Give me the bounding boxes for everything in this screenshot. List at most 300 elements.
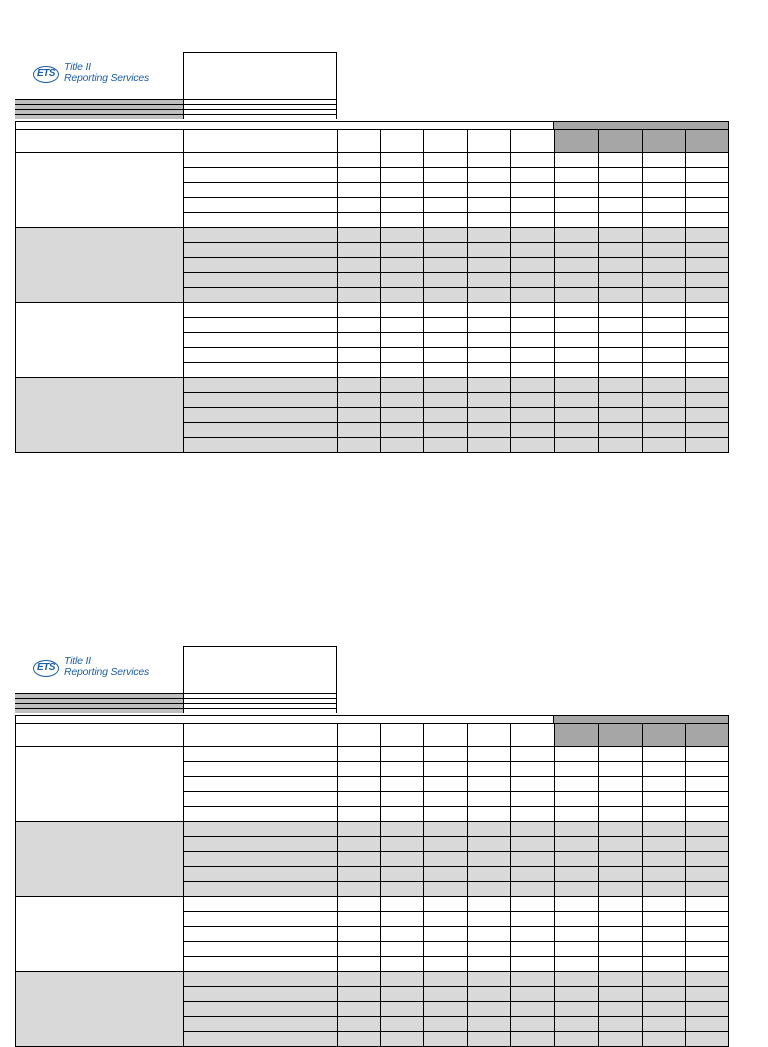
data-cell <box>337 1032 381 1047</box>
data-cell <box>381 423 424 438</box>
data-grid <box>15 129 729 453</box>
data-cell <box>337 852 381 867</box>
data-cell <box>337 318 381 333</box>
data-cell <box>381 957 424 972</box>
data-cell <box>686 777 729 792</box>
data-cell <box>686 318 729 333</box>
data-cell <box>643 258 686 273</box>
data-cell <box>424 912 468 927</box>
data-cell <box>643 183 686 198</box>
data-cell <box>599 183 643 198</box>
row-label-cell <box>183 792 337 807</box>
data-cell <box>555 258 599 273</box>
data-cell <box>686 837 729 852</box>
data-cell <box>468 183 511 198</box>
data-cell <box>686 258 729 273</box>
data-cell <box>381 792 424 807</box>
column-header-cell <box>16 724 184 747</box>
data-cell <box>643 837 686 852</box>
column-header-cell <box>337 130 381 153</box>
data-cell <box>381 1002 424 1017</box>
data-cell <box>555 762 599 777</box>
column-header-cell <box>381 130 424 153</box>
row-label-cell <box>183 348 337 363</box>
data-cell <box>643 318 686 333</box>
data-cell <box>643 912 686 927</box>
data-cell <box>424 423 468 438</box>
data-cell <box>686 438 729 453</box>
data-cell <box>337 183 381 198</box>
data-cell <box>643 897 686 912</box>
data-cell <box>686 393 729 408</box>
row-label-cell <box>183 363 337 378</box>
row-label-cell <box>183 942 337 957</box>
column-header-cell <box>643 130 686 153</box>
data-cell <box>599 258 643 273</box>
data-cell <box>381 942 424 957</box>
data-cell <box>686 882 729 897</box>
data-cell <box>337 1002 381 1017</box>
row-label-cell <box>183 867 337 882</box>
data-cell <box>468 837 511 852</box>
data-cell <box>424 1002 468 1017</box>
data-cell <box>643 273 686 288</box>
data-cell <box>599 792 643 807</box>
data-cell <box>643 333 686 348</box>
data-cell <box>643 213 686 228</box>
data-cell <box>599 348 643 363</box>
row-label-cell <box>183 777 337 792</box>
row-label-cell <box>183 438 337 453</box>
data-cell <box>424 363 468 378</box>
data-cell <box>686 897 729 912</box>
data-cell <box>599 897 643 912</box>
data-cell <box>686 1017 729 1032</box>
data-cell <box>337 408 381 423</box>
data-cell <box>555 972 599 987</box>
data-cell <box>468 957 511 972</box>
data-cell <box>643 288 686 303</box>
data-cell <box>686 378 729 393</box>
data-cell <box>686 243 729 258</box>
data-cell <box>381 183 424 198</box>
data-cell <box>686 333 729 348</box>
data-cell <box>599 1017 643 1032</box>
data-cell <box>643 1032 686 1047</box>
row-label-cell <box>183 303 337 318</box>
data-cell <box>468 438 511 453</box>
header-info-box <box>183 646 337 693</box>
data-cell <box>424 777 468 792</box>
column-header-cell <box>424 130 468 153</box>
data-cell <box>424 303 468 318</box>
data-cell <box>424 762 468 777</box>
logo-line-1: Title II <box>64 61 91 73</box>
data-cell <box>599 912 643 927</box>
data-cell <box>424 438 468 453</box>
data-cell <box>599 168 643 183</box>
data-cell <box>686 273 729 288</box>
column-header-cell <box>686 724 729 747</box>
data-cell <box>555 792 599 807</box>
data-cell <box>337 792 381 807</box>
data-cell <box>599 228 643 243</box>
data-cell <box>599 777 643 792</box>
row-label-cell <box>183 168 337 183</box>
data-cell <box>686 363 729 378</box>
data-cell <box>511 837 555 852</box>
data-cell <box>643 927 686 942</box>
data-cell <box>643 777 686 792</box>
data-cell <box>424 852 468 867</box>
data-cell <box>686 912 729 927</box>
data-cell <box>686 987 729 1002</box>
data-cell <box>424 258 468 273</box>
data-cell <box>381 897 424 912</box>
data-cell <box>468 273 511 288</box>
data-cell <box>555 822 599 837</box>
data-cell <box>599 1002 643 1017</box>
data-cell <box>599 972 643 987</box>
data-cell <box>337 987 381 1002</box>
data-cell <box>511 258 555 273</box>
row-label-cell <box>183 972 337 987</box>
row-label-cell <box>183 153 337 168</box>
data-cell <box>555 423 599 438</box>
data-cell <box>643 972 686 987</box>
data-cell <box>555 852 599 867</box>
data-cell <box>468 333 511 348</box>
column-header-cell <box>686 130 729 153</box>
data-cell <box>424 747 468 762</box>
data-cell <box>599 213 643 228</box>
data-cell <box>468 987 511 1002</box>
ets-logo <box>15 52 183 99</box>
data-cell <box>511 318 555 333</box>
data-cell <box>555 1002 599 1017</box>
row-label-cell <box>183 762 337 777</box>
data-cell <box>381 1032 424 1047</box>
data-cell <box>337 228 381 243</box>
row-label-cell <box>183 882 337 897</box>
data-cell <box>424 288 468 303</box>
data-cell <box>555 1017 599 1032</box>
data-cell <box>468 318 511 333</box>
data-cell <box>511 822 555 837</box>
data-cell <box>381 303 424 318</box>
data-cell <box>599 942 643 957</box>
data-cell <box>337 762 381 777</box>
data-cell <box>337 927 381 942</box>
data-cell <box>686 423 729 438</box>
data-cell <box>381 747 424 762</box>
header-strips <box>15 693 337 713</box>
row-label-cell <box>183 408 337 423</box>
data-cell <box>424 792 468 807</box>
data-cell <box>686 228 729 243</box>
data-cell <box>643 303 686 318</box>
column-header-cell <box>599 130 643 153</box>
data-cell <box>381 912 424 927</box>
row-label-cell <box>183 228 337 243</box>
data-cell <box>337 747 381 762</box>
data-cell <box>381 348 424 363</box>
data-cell <box>511 153 555 168</box>
data-cell <box>511 243 555 258</box>
data-cell <box>381 363 424 378</box>
data-grid <box>15 723 729 1047</box>
logo-line-2: Reporting Services <box>64 665 150 678</box>
data-cell <box>424 213 468 228</box>
data-cell <box>643 168 686 183</box>
report-sheet <box>15 52 729 464</box>
data-cell <box>555 183 599 198</box>
row-label-cell <box>183 852 337 867</box>
data-cell <box>511 168 555 183</box>
data-cell <box>424 867 468 882</box>
data-cell <box>424 273 468 288</box>
data-cell <box>643 987 686 1002</box>
data-cell <box>337 423 381 438</box>
data-cell <box>381 408 424 423</box>
data-cell <box>555 1032 599 1047</box>
data-cell <box>643 747 686 762</box>
data-cell <box>381 378 424 393</box>
column-header-cell <box>555 724 599 747</box>
data-cell <box>381 243 424 258</box>
data-cell <box>555 378 599 393</box>
data-cell <box>643 438 686 453</box>
row-label-cell <box>183 912 337 927</box>
data-cell <box>424 807 468 822</box>
row-group-label <box>16 822 184 897</box>
data-cell <box>555 228 599 243</box>
data-cell <box>337 348 381 363</box>
data-cell <box>686 822 729 837</box>
data-cell <box>381 393 424 408</box>
ets-badge-icon: ETS <box>33 66 59 83</box>
data-cell <box>337 213 381 228</box>
data-cell <box>511 777 555 792</box>
data-cell <box>555 837 599 852</box>
data-cell <box>337 378 381 393</box>
column-header-cell <box>468 724 511 747</box>
data-cell <box>599 153 643 168</box>
row-label-cell <box>183 213 337 228</box>
data-cell <box>511 303 555 318</box>
data-cell <box>511 957 555 972</box>
data-cell <box>337 822 381 837</box>
data-cell <box>643 792 686 807</box>
data-cell <box>643 423 686 438</box>
data-cell <box>381 333 424 348</box>
data-cell <box>468 777 511 792</box>
column-header-cell <box>468 130 511 153</box>
column-header-cell <box>381 724 424 747</box>
data-cell <box>424 822 468 837</box>
data-cell <box>599 408 643 423</box>
data-cell <box>511 363 555 378</box>
data-cell <box>555 747 599 762</box>
column-header-row <box>16 724 729 747</box>
data-cell <box>555 957 599 972</box>
data-cell <box>643 378 686 393</box>
data-cell <box>555 867 599 882</box>
table-row <box>16 972 729 987</box>
column-header-cell <box>16 130 184 153</box>
data-cell <box>381 318 424 333</box>
data-cell <box>686 303 729 318</box>
data-cell <box>381 807 424 822</box>
data-cell <box>424 318 468 333</box>
data-cell <box>599 363 643 378</box>
data-cell <box>381 837 424 852</box>
row-label-cell <box>183 822 337 837</box>
data-cell <box>643 762 686 777</box>
data-cell <box>381 762 424 777</box>
data-cell <box>511 288 555 303</box>
column-header-row <box>16 130 729 153</box>
data-cell <box>337 153 381 168</box>
data-cell <box>468 258 511 273</box>
data-cell <box>686 348 729 363</box>
logo-text <box>64 62 149 83</box>
table-row <box>16 153 729 168</box>
row-label-cell <box>183 183 337 198</box>
data-cell <box>468 228 511 243</box>
data-cell <box>511 213 555 228</box>
data-cell <box>686 762 729 777</box>
data-cell <box>511 198 555 213</box>
data-cell <box>686 927 729 942</box>
data-cell <box>468 423 511 438</box>
data-cell <box>511 438 555 453</box>
data-cell <box>511 942 555 957</box>
data-cell <box>337 897 381 912</box>
data-cell <box>468 1017 511 1032</box>
data-cell <box>555 882 599 897</box>
data-cell <box>424 1017 468 1032</box>
column-header-cell <box>599 724 643 747</box>
data-cell <box>337 867 381 882</box>
row-label-cell <box>183 198 337 213</box>
data-cell <box>686 852 729 867</box>
data-cell <box>643 243 686 258</box>
data-cell <box>555 273 599 288</box>
data-cell <box>686 1002 729 1017</box>
data-cell <box>555 318 599 333</box>
column-header-cell <box>511 130 555 153</box>
row-label-cell <box>183 837 337 852</box>
table-row <box>16 747 729 762</box>
logo-line-2: Reporting Services <box>64 71 150 84</box>
column-header-cell <box>183 130 337 153</box>
column-header-cell <box>337 724 381 747</box>
row-label-cell <box>183 273 337 288</box>
header-info-box <box>183 52 337 99</box>
data-cell <box>599 987 643 1002</box>
data-cell <box>468 168 511 183</box>
data-cell <box>643 1002 686 1017</box>
data-cell <box>643 228 686 243</box>
data-cell <box>424 927 468 942</box>
data-cell <box>599 747 643 762</box>
data-cell <box>511 423 555 438</box>
data-cell <box>511 927 555 942</box>
data-cell <box>468 762 511 777</box>
data-cell <box>511 972 555 987</box>
data-cell <box>337 912 381 927</box>
data-cell <box>511 867 555 882</box>
data-cell <box>424 393 468 408</box>
data-cell <box>337 807 381 822</box>
data-cell <box>381 228 424 243</box>
data-cell <box>468 378 511 393</box>
data-cell <box>599 762 643 777</box>
data-cell <box>337 1017 381 1032</box>
ets-badge-icon: ETS <box>33 660 59 677</box>
data-cell <box>381 822 424 837</box>
data-cell <box>599 378 643 393</box>
data-cell <box>686 198 729 213</box>
data-cell <box>555 408 599 423</box>
row-label-cell <box>183 288 337 303</box>
data-cell <box>381 1017 424 1032</box>
data-cell <box>337 777 381 792</box>
row-label-cell <box>183 927 337 942</box>
logo-text <box>64 656 149 677</box>
row-label-cell <box>183 243 337 258</box>
data-cell <box>686 867 729 882</box>
data-cell <box>511 792 555 807</box>
data-cell <box>511 987 555 1002</box>
row-label-cell <box>183 807 337 822</box>
data-cell <box>555 288 599 303</box>
data-cell <box>555 303 599 318</box>
data-cell <box>686 747 729 762</box>
row-group-label <box>16 897 184 972</box>
data-cell <box>643 348 686 363</box>
data-cell <box>468 852 511 867</box>
data-cell <box>555 168 599 183</box>
row-label-cell <box>183 378 337 393</box>
data-cell <box>381 882 424 897</box>
data-cell <box>381 153 424 168</box>
data-cell <box>424 987 468 1002</box>
data-cell <box>424 837 468 852</box>
row-group-label <box>16 747 184 822</box>
data-cell <box>599 822 643 837</box>
data-cell <box>555 363 599 378</box>
row-label-cell <box>183 1017 337 1032</box>
data-cell <box>337 333 381 348</box>
data-cell <box>599 957 643 972</box>
row-label-cell <box>183 957 337 972</box>
header-strip <box>15 708 337 713</box>
data-cell <box>337 258 381 273</box>
column-header-cell <box>183 724 337 747</box>
data-cell <box>424 228 468 243</box>
data-cell <box>424 972 468 987</box>
data-cell <box>643 807 686 822</box>
data-cell <box>555 777 599 792</box>
row-group-label <box>16 228 184 303</box>
report-sheet <box>15 646 729 1026</box>
data-cell <box>511 228 555 243</box>
data-cell <box>599 333 643 348</box>
header-strips <box>15 99 337 119</box>
data-cell <box>555 807 599 822</box>
